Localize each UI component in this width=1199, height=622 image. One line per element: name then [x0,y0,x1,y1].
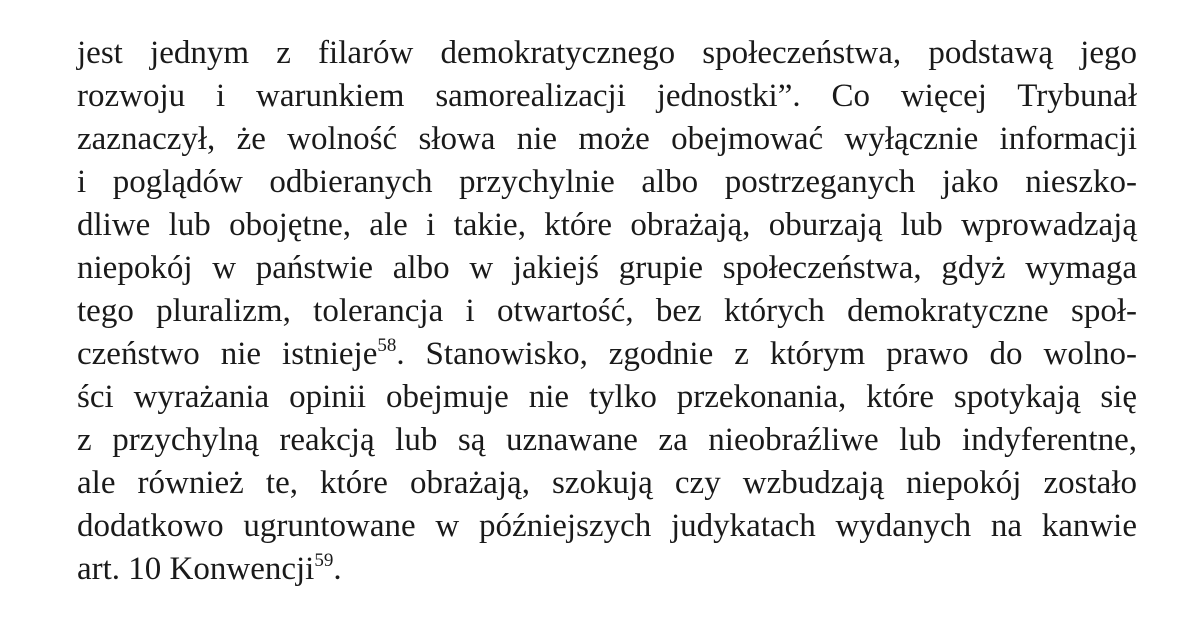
text-line: dliwe lub obojętne, ale i takie, które obrażają, oburzają lub wprowadzają [77,207,1137,243]
text-line: ale również te, które obrażają, szokują czy wzbudzają niepokój zostało [77,465,1137,501]
line-text-before-footnote: czeństwo nie istnieje [77,336,378,372]
text-line: z przychylną reakcją lub są uznawane za nieobraźliwe lub indyferentne, [77,422,1137,458]
text-line: niepokój w państwie albo w jakiejś grupie społeczeństwa, gdyż wymaga [77,250,1137,286]
text-line: jest jednym z filarów demokratycznego społeczeństwa, podstawą jego [77,35,1137,71]
text-line: i poglądów odbieranych przychylnie albo postrzeganych jako nieszko- [77,164,1137,200]
text-line: dodatkowo ugruntowane w późniejszych judykatach wydanych na kanwie [77,508,1137,544]
text-line: zaznaczył, że wolność słowa nie może obejmować wyłącznie informacji [77,121,1137,157]
line-text-after-footnote: . [333,551,342,587]
line-text-after-footnote: . Stanowisko, zgodnie z którym prawo do wolno- [396,336,1137,372]
body-paragraph [77,32,1137,591]
line-text-before-footnote: art. 10 Konwencji [77,551,315,587]
text-line-with-footnote [77,333,1137,376]
text-line: tego pluralizm, tolerancja i otwartość, bez których demokratyczne społ- [77,293,1137,329]
footnote-marker-59: 59 [314,550,334,571]
text-line: ści wyrażania opinii obejmuje nie tylko przekonania, które spotykają się [77,379,1137,415]
text-line-with-footnote [77,548,1137,591]
text-line: rozwoju i warunkiem samorealizacji jednostki”. Co więcej Trybunał [77,78,1137,114]
footnote-marker-58: 58 [377,335,397,356]
